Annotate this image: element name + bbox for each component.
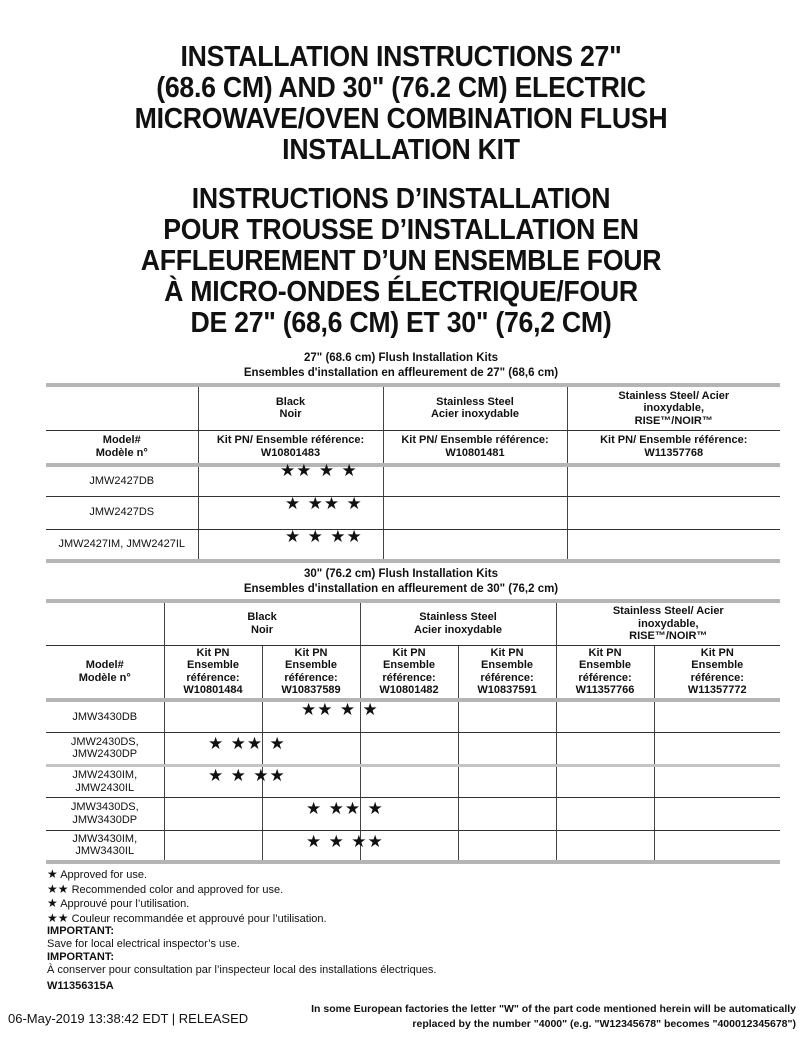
title-line: À MICRO-ONDES ÉLECTRIQUE/FOUR	[164, 276, 638, 308]
kit-cell	[654, 765, 780, 797]
kit-cell	[383, 465, 567, 496]
title-line: AFFLEUREMENT D’UN ENSEMBLE FOUR	[140, 245, 662, 277]
kit-header-cell: Kit PN Ensemble référence: W10801482	[360, 645, 458, 700]
title-line: INSTALLATION INSTRUCTIONS 27"	[180, 41, 622, 73]
model-cell: JMW2427DB	[46, 465, 198, 496]
kit-cell	[556, 797, 654, 830]
table27-caption	[0, 351, 802, 381]
model-header: Model# Modèle n°	[46, 430, 198, 465]
kit-cell	[654, 797, 780, 830]
kit-header-cell: Kit PN Ensemble référence: W10837591	[458, 645, 556, 700]
model-cell: JMW2427DS	[46, 496, 198, 529]
model-cell: JMW2427IM, JMW2427IL	[46, 529, 198, 561]
star-icon: ★	[47, 867, 58, 881]
color-header-row	[46, 385, 780, 430]
title-line: INSTALLATION KIT	[282, 134, 520, 166]
table-row	[46, 529, 780, 561]
important-note-french	[47, 951, 437, 977]
kit-header-row	[46, 430, 780, 465]
kit-header-cell: Kit PN/ Ensemble référence: W11357768	[567, 430, 780, 465]
title-line: INSTRUCTIONS D’INSTALLATION	[191, 183, 611, 215]
kit-cell	[556, 700, 654, 732]
color-header-black: Black Noir	[198, 385, 383, 430]
kit-cell	[654, 830, 780, 862]
kit-header-cell: Kit PN Ensemble référence: W10801484	[164, 645, 262, 700]
release-stamp: 06-May-2019 13:38:42 EDT | RELEASED	[8, 1011, 249, 1026]
table30-caption	[0, 567, 802, 597]
kit-cell	[458, 765, 556, 797]
color-header-stainless-rise-noir: Stainless Steel/ Acier inoxydable, RISE™/NOIR™	[556, 601, 780, 645]
table-row	[46, 732, 780, 765]
kit-header-cell: Kit PN/ Ensemble référence: W10801483	[198, 430, 383, 465]
important-label: IMPORTANT:	[47, 925, 115, 937]
important-text: À conserver pour consultation par l’inspecteur local des installations électriques.	[47, 964, 437, 976]
model-cell: JMW3430DB	[46, 700, 164, 732]
table-27-inch-kits	[46, 383, 780, 563]
kit-header-row	[46, 645, 780, 700]
kit-cell	[556, 765, 654, 797]
legend-item: ★ Approuvé pour l’utilisation.	[47, 896, 190, 910]
kit-header-cell: Kit PN Ensemble référence: W11357766	[556, 645, 654, 700]
table-row	[46, 765, 780, 797]
double-star-icon: ★★	[47, 910, 69, 925]
caption-french: Ensembles d'installation en affleurement de 30" (76,2 cm)	[243, 583, 559, 595]
kit-cell	[164, 700, 262, 732]
table-row	[46, 797, 780, 830]
empty-header-cell	[46, 601, 164, 645]
star-rating-icon: ★ ★ ★★	[306, 832, 384, 852]
caption-english: 30" (76.2 cm) Flush Installation Kits	[304, 568, 498, 580]
title-line: DE 27" (68,6 CM) ET 30" (76,2 CM)	[190, 307, 612, 339]
important-text: Save for local electrical inspector’s use.	[47, 938, 240, 950]
double-star-icon: ★★	[47, 881, 69, 896]
kit-header-cell: Kit PN Ensemble référence: W10837589	[262, 645, 360, 700]
table-row	[46, 496, 780, 529]
important-note-english	[47, 925, 240, 951]
model-cell: JMW2430IM, JMW2430IL	[46, 765, 164, 797]
part-number: W11356315A	[47, 980, 114, 992]
legend-item: ★★ Recommended color and approved for use.	[47, 881, 284, 896]
color-header-black: Black Noir	[164, 601, 360, 645]
kit-cell	[164, 797, 262, 830]
color-header-stainless: Stainless Steel Acier inoxydable	[360, 601, 556, 645]
kit-cell	[654, 700, 780, 732]
star-rating-icon: ★ ★ ★★	[285, 527, 363, 547]
caption-french: Ensembles d'installation en affleurement de 27" (68,6 cm)	[243, 367, 559, 379]
title-line: POUR TROUSSE D’INSTALLATION EN	[163, 214, 639, 246]
kit-cell	[458, 700, 556, 732]
color-header-stainless-rise-noir: Stainless Steel/ Acier inoxydable, RISE™/NOIR™	[567, 385, 780, 430]
kit-cell	[164, 830, 262, 862]
kit-cell	[458, 797, 556, 830]
kit-cell	[567, 465, 780, 496]
kit-cell	[567, 496, 780, 529]
kit-cell	[360, 732, 458, 765]
color-header-stainless: Stainless Steel Acier inoxydable	[383, 385, 567, 430]
model-header: Model# Modèle n°	[46, 645, 164, 700]
model-cell: JMW3430DS, JMW3430DP	[46, 797, 164, 830]
kit-cell	[383, 529, 567, 561]
kit-cell	[556, 732, 654, 765]
star-icon: ★	[47, 896, 58, 910]
star-legend	[47, 868, 327, 926]
star-rating-icon: ★ ★★ ★	[306, 799, 384, 819]
title-english	[32, 42, 770, 166]
star-rating-icon: ★★ ★ ★	[280, 461, 358, 481]
kit-cell	[654, 732, 780, 765]
model-cell: JMW2430DS, JMW2430DP	[46, 732, 164, 765]
kit-cell	[556, 830, 654, 862]
european-factory-note: In some European factories the letter "W" of the part code mentioned herein will be automatically replaced by the number "4000" (e.g. "W12345678" becomes "400012345678")	[311, 1003, 796, 1030]
kit-cell	[458, 830, 556, 862]
star-rating-icon: ★ ★★ ★	[285, 494, 363, 514]
kit-cell	[458, 732, 556, 765]
table-row	[46, 830, 780, 862]
table-row	[46, 465, 780, 496]
star-rating-icon: ★★ ★ ★	[301, 700, 379, 720]
color-header-row	[46, 601, 780, 645]
kit-cell	[567, 529, 780, 561]
kit-header-cell: Kit PN Ensemble référence: W11357772	[654, 645, 780, 700]
star-rating-icon: ★ ★★ ★	[208, 734, 286, 754]
title-line: MICROWAVE/OVEN COMBINATION FLUSH	[134, 103, 668, 135]
title-line: (68.6 CM) AND 30" (76.2 CM) ELECTRIC	[156, 72, 646, 104]
title-french	[32, 184, 770, 339]
important-label: IMPORTANT:	[47, 951, 115, 963]
legend-item: ★ Approved for use.	[47, 867, 148, 881]
legend-item: ★★ Couleur recommandée et approuvé pour l’utilisation.	[47, 910, 327, 925]
table-row	[46, 700, 780, 732]
kit-header-cell: Kit PN/ Ensemble référence: W10801481	[383, 430, 567, 465]
empty-header-cell	[46, 385, 198, 430]
caption-english: 27" (68.6 cm) Flush Installation Kits	[304, 352, 498, 364]
kit-cell	[383, 496, 567, 529]
model-cell: JMW3430IM, JMW3430IL	[46, 830, 164, 862]
kit-cell	[360, 765, 458, 797]
star-rating-icon: ★ ★ ★★	[208, 766, 286, 786]
table-30-inch-kits	[46, 599, 780, 864]
